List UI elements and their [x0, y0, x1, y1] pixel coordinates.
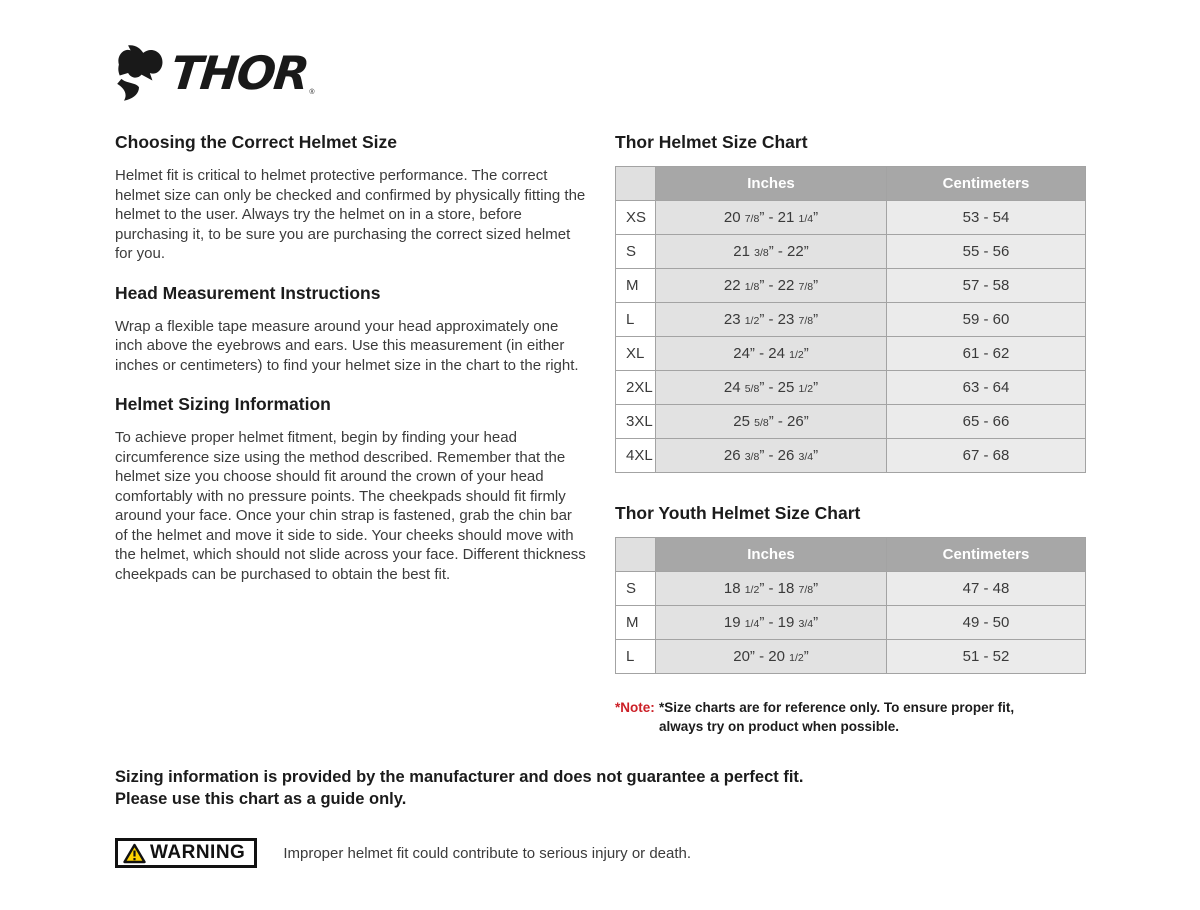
- fraction: 7/8: [798, 315, 814, 327]
- column-header: Centimeters: [887, 167, 1086, 201]
- fraction: 1/4: [744, 618, 760, 630]
- size-row: [616, 405, 1086, 439]
- fraction: 3/4: [798, 451, 814, 463]
- warning-label: WARNING: [150, 842, 246, 863]
- note-label: *Note:: [615, 700, 655, 715]
- inches-cell: 23 1/2” - 23 7/8”: [656, 303, 887, 337]
- centimeters-cell: 51 - 52: [887, 640, 1086, 674]
- adult-size-chart-block: [615, 131, 1085, 473]
- size-row: [616, 269, 1086, 303]
- warning-text: Improper helmet fit could contribute to serious injury or death.: [283, 844, 692, 862]
- fraction: 3/8: [744, 451, 760, 463]
- size-row: [616, 640, 1086, 674]
- section-body-measurement: Wrap a flexible tape measure around your head approximately one inch above the eyebrows and ears. Use this measurement (in either inches or centimeters) to find your helmet size in the chart to the right.: [115, 317, 579, 374]
- inches-cell: 20 7/8” - 21 1/4”: [656, 201, 887, 235]
- centimeters-cell: 63 - 64: [887, 371, 1086, 405]
- size-row: [616, 303, 1086, 337]
- fraction: 1/2: [798, 383, 814, 395]
- fraction: 7/8: [744, 213, 760, 225]
- size-cell: S: [616, 572, 656, 606]
- fraction: 5/8: [754, 417, 769, 429]
- registered-mark: ®: [309, 89, 315, 96]
- size-cell: 2XL: [616, 371, 656, 405]
- disclaimer-line-1: Sizing information is provided by the manufacturer and does not guarantee a perfect fit.: [115, 768, 804, 786]
- warning-row: [115, 838, 691, 868]
- manufacturer-disclaimer: [115, 766, 804, 810]
- youth-helmet-size-table: [615, 537, 1086, 674]
- centimeters-cell: 61 - 62: [887, 337, 1086, 371]
- fraction: 3/8: [754, 247, 769, 259]
- thor-logo: [113, 44, 315, 102]
- size-cell: XL: [616, 337, 656, 371]
- size-cell: M: [616, 269, 656, 303]
- thor-goat-icon: [113, 44, 165, 102]
- reference-note: [615, 698, 1085, 736]
- adult-helmet-size-table: [615, 166, 1086, 473]
- size-cell: XS: [616, 201, 656, 235]
- size-cell: 3XL: [616, 405, 656, 439]
- note-text: *Size charts are for reference only. To ensure proper fit, always try on product when possible.: [659, 700, 1015, 734]
- fraction: 1/2: [744, 584, 760, 596]
- warning-badge: [115, 838, 257, 868]
- size-row: [616, 439, 1086, 473]
- centimeters-cell: 53 - 54: [887, 201, 1086, 235]
- centimeters-cell: 67 - 68: [887, 439, 1086, 473]
- inches-cell: 24 5/8” - 25 1/2”: [656, 371, 887, 405]
- size-row: [616, 371, 1086, 405]
- warning-triangle-icon: [123, 843, 150, 864]
- column-header: Centimeters: [887, 538, 1086, 572]
- size-cell: S: [616, 235, 656, 269]
- inches-cell: 19 1/4” - 19 3/4”: [656, 606, 887, 640]
- fraction: 1/2: [789, 652, 804, 664]
- fraction: 7/8: [798, 584, 814, 596]
- centimeters-cell: 59 - 60: [887, 303, 1086, 337]
- centimeters-cell: 57 - 58: [887, 269, 1086, 303]
- section-heading-sizing-info: Helmet Sizing Information: [115, 394, 331, 414]
- corner-header-cell: [616, 538, 656, 572]
- fraction: 5/8: [744, 383, 760, 395]
- disclaimer-line-2: Please use this chart as a guide only.: [115, 790, 407, 808]
- fraction: 1/2: [789, 349, 804, 361]
- fraction: 1/4: [798, 213, 814, 225]
- corner-header-cell: [616, 167, 656, 201]
- centimeters-cell: 65 - 66: [887, 405, 1086, 439]
- size-row: [616, 235, 1086, 269]
- fraction: 1/2: [744, 315, 760, 327]
- inches-cell: 26 3/8” - 26 3/4”: [656, 439, 887, 473]
- youth-chart-title: Thor Youth Helmet Size Chart: [615, 503, 861, 523]
- size-chart-column: [615, 131, 1085, 736]
- column-header: Inches: [656, 167, 887, 201]
- inches-cell: 18 1/2” - 18 7/8”: [656, 572, 887, 606]
- inches-cell: 20” - 20 1/2”: [656, 640, 887, 674]
- fraction: 3/4: [798, 618, 814, 630]
- centimeters-cell: 55 - 56: [887, 235, 1086, 269]
- section-heading-measurement: Head Measurement Instructions: [115, 282, 381, 303]
- thor-wordmark: THOR: [168, 46, 311, 100]
- inches-cell: 21 3/8” - 22”: [656, 235, 887, 269]
- size-row: [616, 201, 1086, 235]
- fraction: 7/8: [798, 281, 814, 293]
- inches-cell: 25 5/8” - 26”: [656, 405, 887, 439]
- inches-cell: 22 1/8” - 22 7/8”: [656, 269, 887, 303]
- centimeters-cell: 47 - 48: [887, 572, 1086, 606]
- size-cell: M: [616, 606, 656, 640]
- size-cell: 4XL: [616, 439, 656, 473]
- size-cell: L: [616, 303, 656, 337]
- section-body-choosing: Helmet fit is critical to helmet protective performance. The correct helmet size can only be checked and confirmed by physically fitting the helmet to the user. Always try the helmet on in a store, before purchasing it, to be sure you are purchasing the correct sized helmet for you.: [115, 167, 586, 262]
- sizing-info-column: [115, 131, 586, 602]
- size-row: [616, 337, 1086, 371]
- column-header: Inches: [656, 538, 887, 572]
- inches-cell: 24” - 24 1/2”: [656, 337, 887, 371]
- section-body-sizing-info: To achieve proper helmet fitment, begin by finding your head circumference size using the method described. Remember that the helmet size you choose should fit around the crown of your head comfortably with no pressure points. The cheekpads should fit firmly around your face. Once your chin strap is fastened, grab the chin bar of the helmet and move it side to side. Your cheeks should move with the helmet, which should not slide across your face. Different thickness cheekpads can be purchased to obtain the best fit.: [115, 429, 586, 583]
- section-heading-choosing: Choosing the Correct Helmet Size: [115, 132, 397, 152]
- size-row: [616, 606, 1086, 640]
- size-cell: L: [616, 640, 656, 674]
- size-row: [616, 572, 1086, 606]
- fraction: 1/8: [744, 281, 760, 293]
- youth-size-chart-block: [615, 502, 1085, 674]
- centimeters-cell: 49 - 50: [887, 606, 1086, 640]
- adult-chart-title: Thor Helmet Size Chart: [615, 132, 808, 152]
